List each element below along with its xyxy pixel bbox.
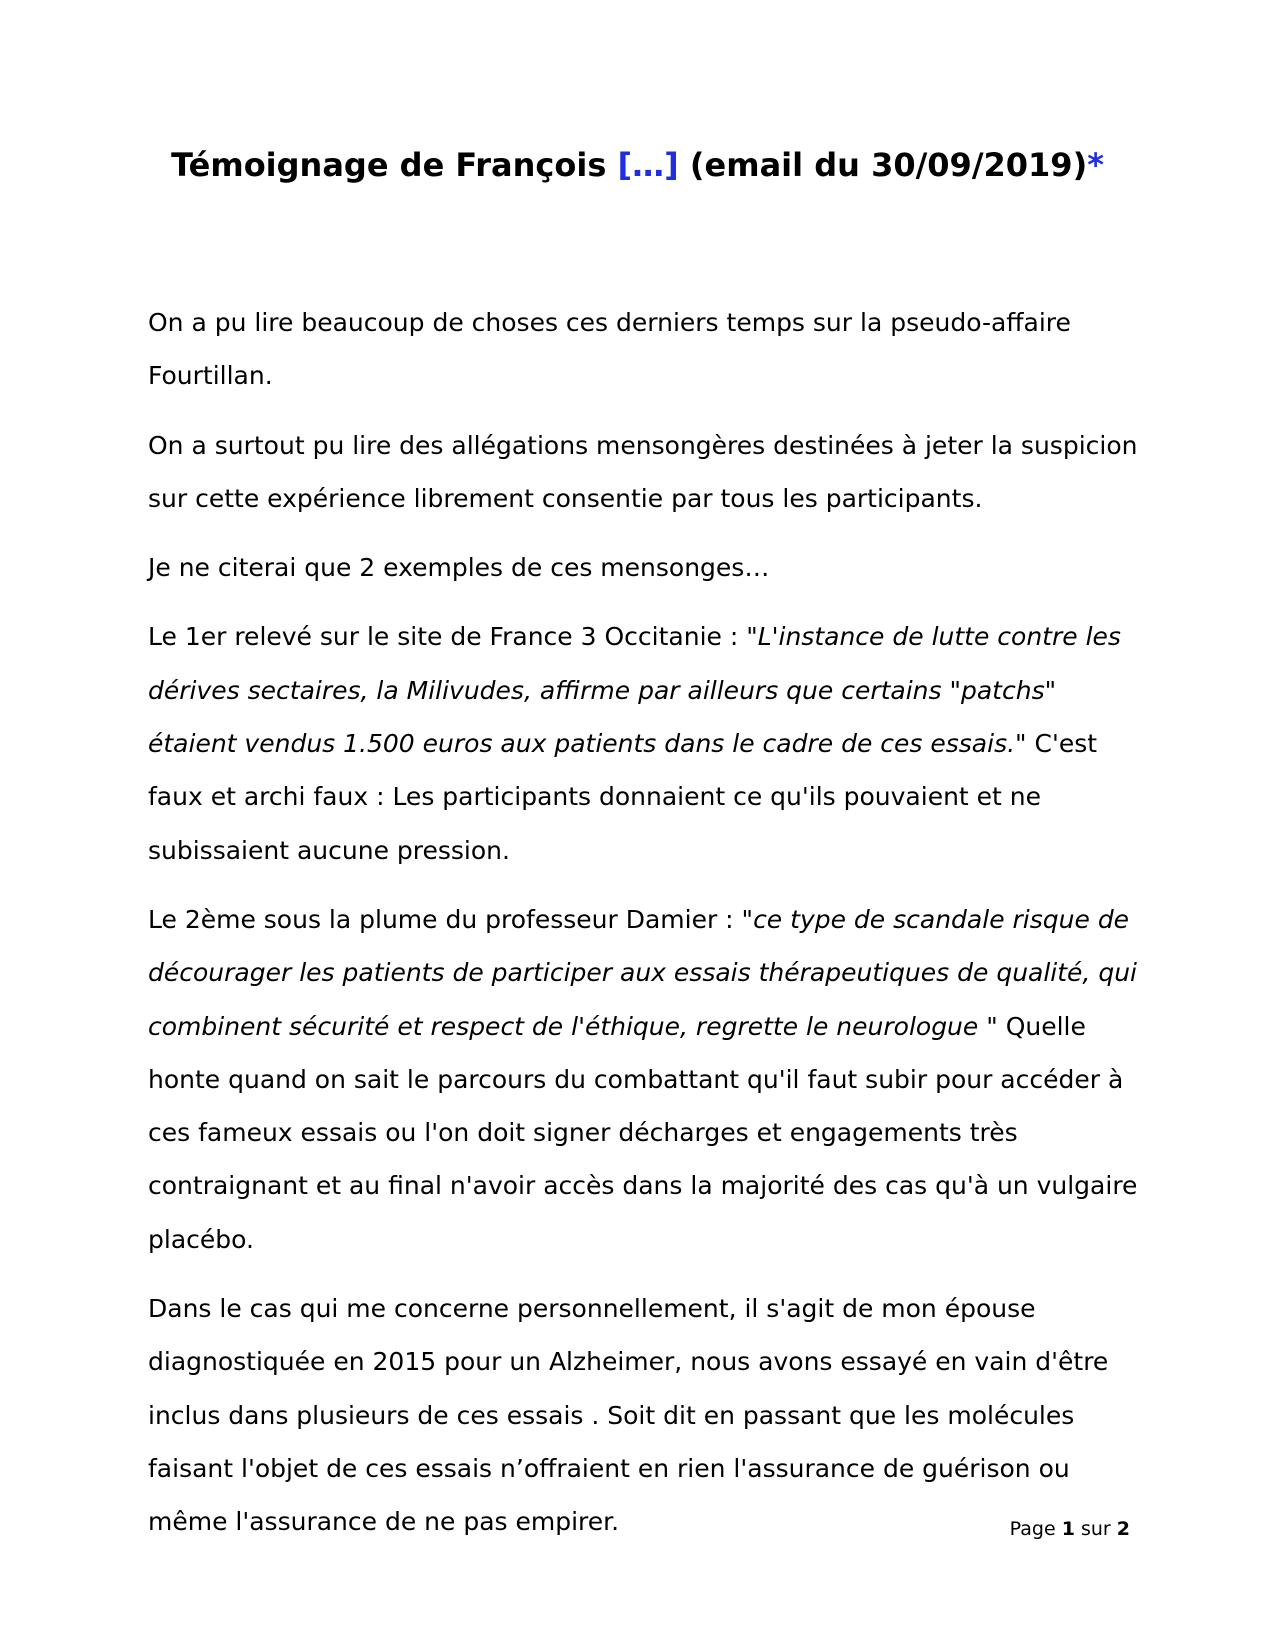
paragraph-1: On a pu lire beaucoup de choses ces derniers temps sur la pseudo-affaire Fourtillan. bbox=[148, 308, 1071, 391]
paragraph-4 bbox=[148, 610, 1138, 876]
title-date: (email du 30/09/2019) bbox=[678, 146, 1088, 184]
title-asterisk: * bbox=[1087, 146, 1104, 184]
paragraph-5-intro: Le 2ème sous la plume du professeur Damier : " bbox=[148, 904, 754, 934]
paragraph-4-quote: L'instance de lutte contre les dérives sectaires, la Milivudes, affirme par ailleurs que certains "patchs" étaient vendus 1.500 euros aux patients dans le cadre de ces essais. bbox=[148, 622, 1121, 759]
footer-total-pages: 2 bbox=[1116, 1518, 1130, 1540]
footer-of-label: sur bbox=[1074, 1518, 1117, 1540]
title-text: Témoignage de François bbox=[171, 146, 618, 184]
footer-current-page: 1 bbox=[1061, 1518, 1075, 1540]
footer-page-label: Page bbox=[1009, 1518, 1062, 1540]
paragraph-5 bbox=[148, 893, 1138, 1266]
page-footer bbox=[1010, 1518, 1130, 1540]
page-title bbox=[0, 146, 1275, 184]
paragraph-5-rest: " Quelle honte quand on sait le parcours du combattant qu'il faut subir pour accéder à ces fameux essais ou l'on doit signer décharges et engagements très contraignant et au final n'avoir accès dans la majorité des cas qu'à un vulgaire placébo. bbox=[148, 1011, 1138, 1254]
paragraph-4-rest: " C'est faux et archi faux : Les participants donnaient ce qu'ils pouvaient et ne subissaient aucune pression. bbox=[148, 729, 1098, 865]
document-body bbox=[148, 296, 1138, 1565]
paragraph-6: Dans le cas qui me concerne personnellement, il s'agit de mon épouse diagnostiquée en 2015 pour un Alzheimer, nous avons essayé en vain d'être inclus dans plusieurs de ces essais . Soit dit en passant que les molécules faisant l'objet de ces essais n’offraient en rien l'assurance de guérison ou même l'assurance de ne pas empirer. bbox=[148, 1294, 1109, 1537]
title-redaction: […] bbox=[617, 146, 679, 184]
paragraph-3: Je ne citerai que 2 exemples de ces mensonges… bbox=[148, 553, 770, 583]
paragraph-5-quote: ce type de scandale risque de décourager les patients de participer aux essais thérapeutiques de qualité, qui combinent sécurité et respect de l'éthique, regrette le neurologue bbox=[148, 904, 1137, 1041]
paragraph-2: On a surtout pu lire des allégations mensongères destinées à jeter la suspicion sur cette expérience librement consentie par tous les participants. bbox=[148, 430, 1138, 513]
paragraph-4-intro: Le 1er relevé sur le site de France 3 Occitanie : " bbox=[148, 622, 758, 652]
